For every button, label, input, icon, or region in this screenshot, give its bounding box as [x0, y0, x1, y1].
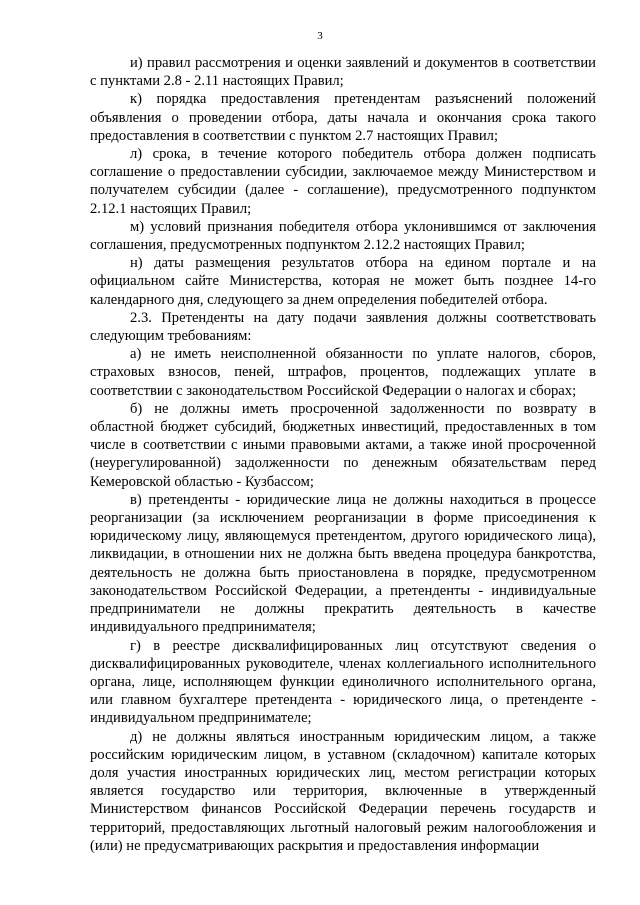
paragraph-item-g: г) в реестре дисквалифицированных лиц отсутствуют сведения о дисквалифицированных руководителе, членах коллегиального исполнительного органа, лице, исполняющем функции единоличного исполнительного органа, или главном бухгалтере претендента - юридического лица, о претенденте - индивидуальном предпринимателе;	[90, 637, 596, 727]
paragraph-item-l: л) срока, в течение которого победитель отбора должен подписать соглашение о предоставлении субсидии, заключаемое между Министерством и получателем субсидии (далее - соглашение), предусмотренного подпунктом 2.12.1 настоящих Правил;	[90, 146, 596, 217]
paragraph-item-v: в) претенденты - юридические лица не должны находиться в процессе реорганизации (за исключением реорганизации в форме присоединения к юридическому лицу, являющемуся претендентом, другого юридического лица), ликвидации, в отношении них не должна быть введена процедура банкротства, деятельность не должна быть приостановлена в порядке, предусмотренном законодательством Российской Федерации, а претенденты - индивидуальные предприниматели не должны прекратить деятельность в качестве индивидуального предпринимателя;	[90, 491, 596, 636]
paragraph-item-k: к) порядка предоставления претендентам разъяснений положений объявления о проведении отбора, даты начала и окончания срока такого предоставления в соответствии с пунктом 2.7 настоящих Правил;	[90, 91, 596, 144]
paragraph-item-d: д) не должны являться иностранным юридическим лицом, а также российским юридическим лицом, в уставном (складочном) капитале которых доля участия иностранных юридических лиц, местом регистрации которых является государство или территория, включенные в утвержденный Министерством финансов Российской Федерации перечень государств и территорий, предоставляющих льготный налоговый режим налогообложения и (или) не предусматривающих раскрытия и предоставления информации	[90, 728, 596, 854]
paragraph-clause-2-3: 2.3. Претенденты на дату подачи заявления должны соответствовать следующим требованиям:	[90, 309, 596, 345]
document-body	[90, 54, 596, 855]
paragraph-item-i: и) правил рассмотрения и оценки заявлений и документов в соответствии с пунктами 2.8 - 2.11 настоящих Правил;	[90, 55, 596, 90]
paragraph-item-m: м) условий признания победителя отбора уклонившимся от заключения соглашения, предусмотренных подпунктом 2.12.2 настоящих Правил;	[90, 218, 596, 254]
paragraph-item-n: н) даты размещения результатов отбора на едином портале и на официальном сайте Министерства, которая не может быть позднее 14-го календарного дня, следующего за днем определения победителей отбора.	[90, 255, 596, 308]
paragraph-item-a: а) не иметь неисполненной обязанности по уплате налогов, сборов, страховых взносов, пеней, штрафов, процентов, подлежащих уплате в соответствии с законодательством Российской Федерации о налогах и сборах;	[90, 346, 596, 399]
page-number: 3	[317, 30, 323, 42]
paragraph-item-b: б) не должны иметь просроченной задолженности по возврату в областной бюджет субсидий, бюджетных инвестиций, предоставленных в том числе в соответствии с иными правовыми актами, а также иной просроченной (неурегулированной) задолженности по денежным обязательствам перед Кемеровской областью - Кузбассом;	[90, 400, 596, 490]
